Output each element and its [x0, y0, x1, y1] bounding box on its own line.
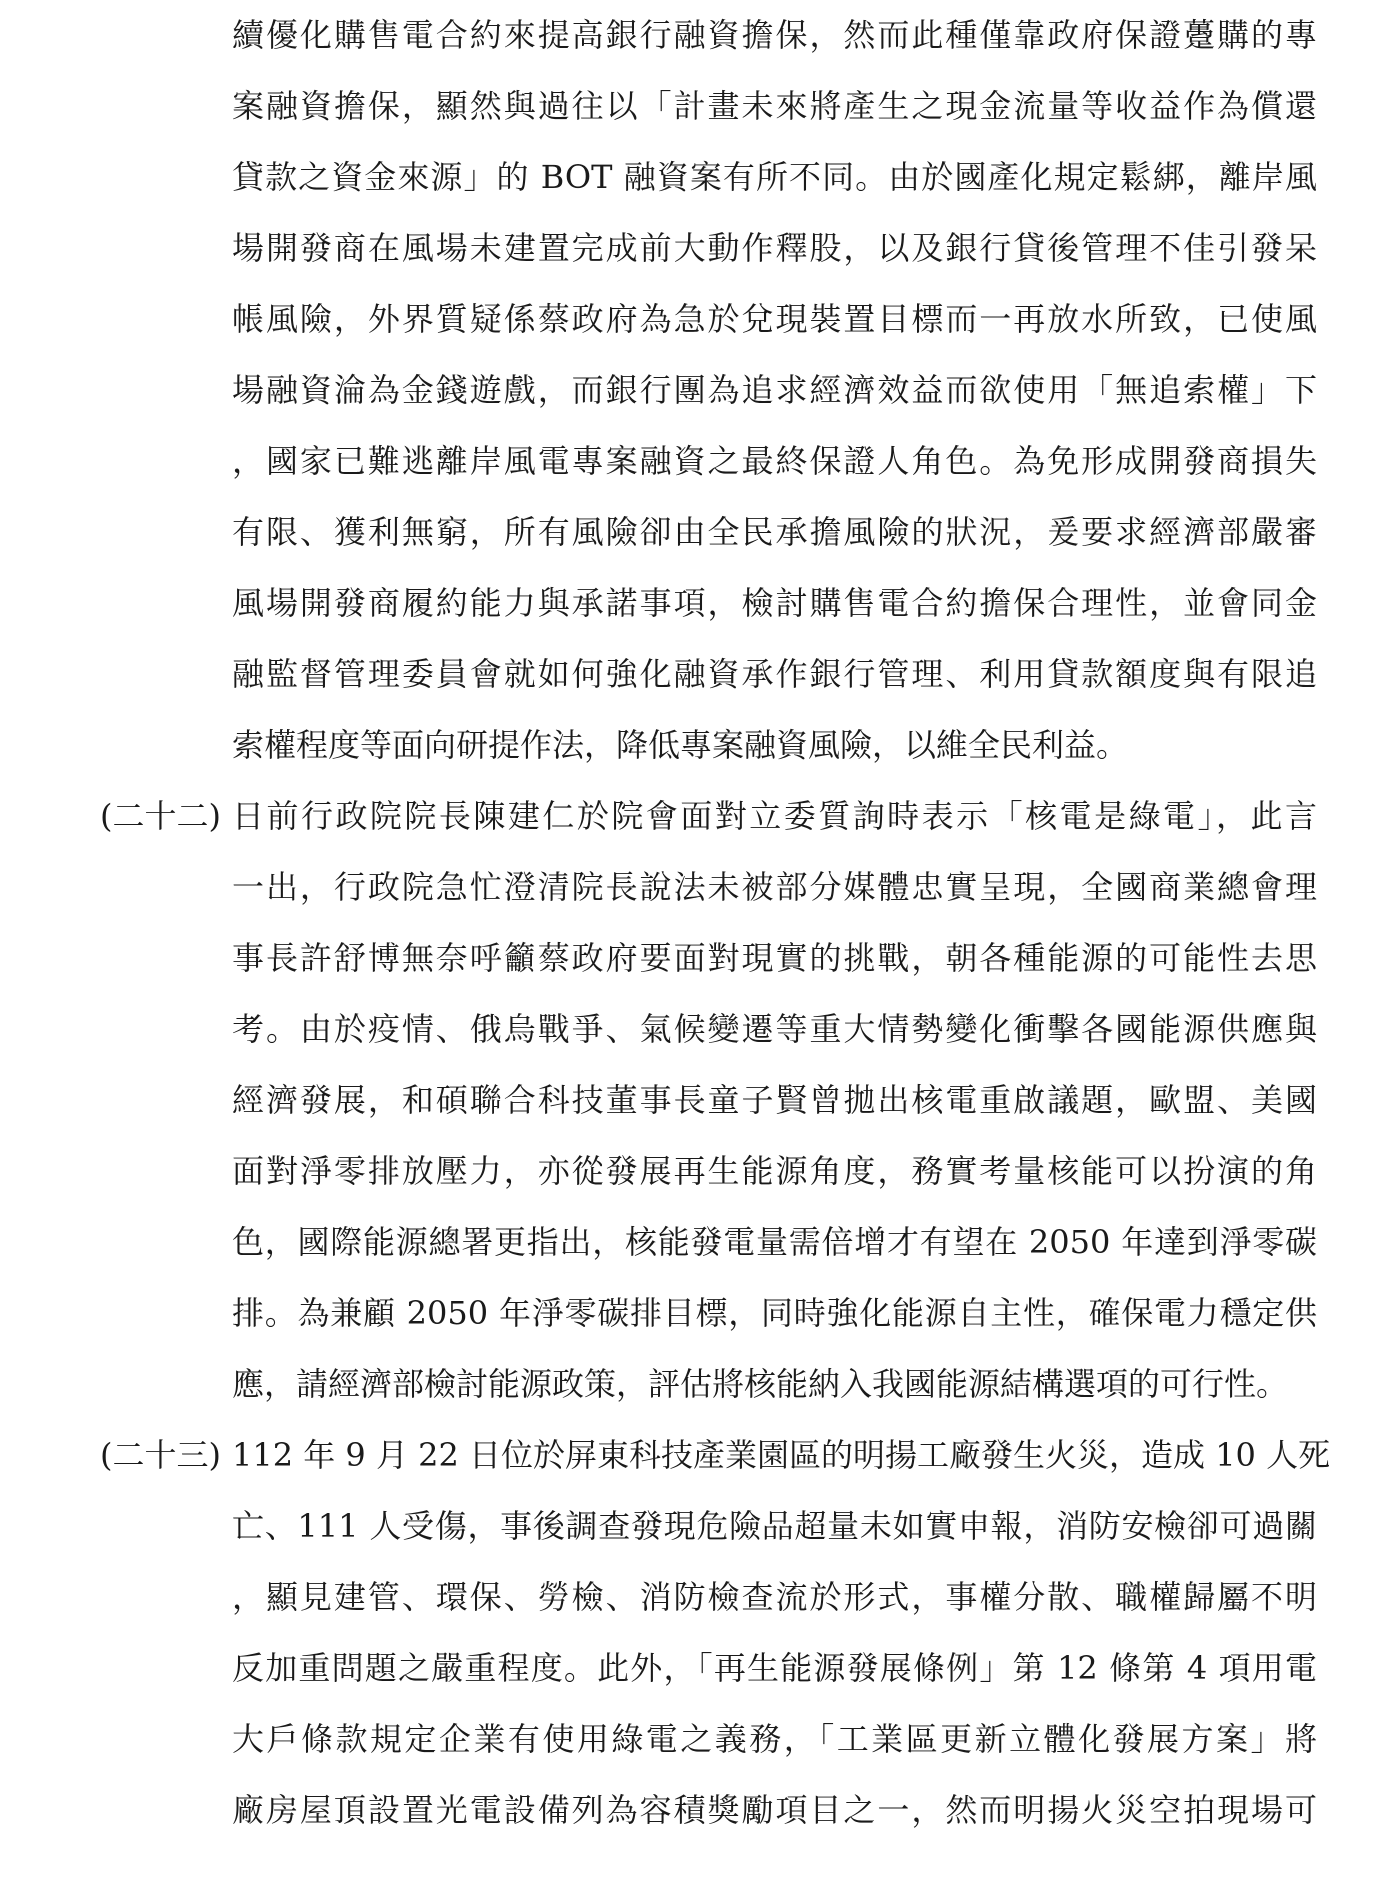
text-line: ，顯見建管、環保、勞檢、消防檢查流於形式，事權分散、職權歸屬不明	[232, 1578, 1317, 1616]
text-line: 索權程度等面向研提作法，降低專案融資風險，以維全民利益。	[232, 726, 1129, 764]
text-line: 帳風險，外界質疑係蔡政府為急於兌現裝置目標而一再放水所致，已使風	[232, 300, 1317, 338]
continued-paragraph	[232, 0, 1317, 781]
paragraph-item-23	[232, 1420, 1331, 1846]
text-line: 事長許舒博無奈呼籲蔡政府要面對現實的挑戰，朝各種能源的可能性去思	[232, 939, 1317, 977]
text-line: 112 年 9 月 22 日位於屏東科技產業園區的明揚工廠發生火災，造成 10 人死	[232, 1436, 1331, 1474]
text-line: 案融資擔保，顯然與過往以「計畫未來將產生之現金流量等收益作為償還	[232, 87, 1317, 125]
item-number-label: (二十三)	[100, 1436, 221, 1474]
text-line: 亡、111 人受傷，事後調查發現危險品超量未如實申報，消防安檢卻可過關	[232, 1507, 1317, 1545]
text-line: 應，請經濟部檢討能源政策，評估將核能納入我國能源結構選項的可行性。	[232, 1365, 1289, 1403]
text-line: 面對淨零排放壓力，亦從發展再生能源角度，務實考量核能可以扮演的角	[232, 1152, 1317, 1190]
text-line: 場融資淪為金錢遊戲，而銀行團為追求經濟效益而欲使用「無追索權」下	[232, 371, 1317, 409]
text-line: 融監督管理委員會就如何強化融資承作銀行管理、利用貸款額度與有限追	[232, 655, 1317, 693]
item-number-label: (二十二)	[100, 797, 221, 835]
text-line: 經濟發展，和碩聯合科技董事長童子賢曾拋出核電重啟議題，歐盟、美國	[232, 1081, 1317, 1119]
text-line: 考。由於疫情、俄烏戰爭、氣候變遷等重大情勢變化衝擊各國能源供應與	[232, 1010, 1317, 1048]
paragraph-item-22	[232, 781, 1317, 1420]
text-line: 一出，行政院急忙澄清院長說法未被部分媒體忠實呈現，全國商業總會理	[232, 868, 1317, 906]
text-line: 有限、獲利無窮，所有風險卻由全民承擔風險的狀況，爰要求經濟部嚴審	[232, 513, 1317, 551]
text-line: 續優化購售電合約來提高銀行融資擔保，然而此種僅靠政府保證躉購的專	[232, 16, 1317, 54]
text-line: 反加重問題之嚴重程度。此外，「再生能源發展條例」第 12 條第 4 項用電	[232, 1649, 1317, 1687]
text-line: ，國家已難逃離岸風電專案融資之最終保證人角色。為免形成開發商損失	[232, 442, 1317, 480]
text-line: 廠房屋頂設置光電設備列為容積獎勵項目之一，然而明揚火災空拍現場可	[232, 1791, 1317, 1829]
text-line: 場開發商在風場未建置完成前大動作釋股，以及銀行貸後管理不佳引發呆	[232, 229, 1317, 267]
text-line: 風場開發商履約能力與承諾事項，檢討購售電合約擔保合理性，並會同金	[232, 584, 1317, 622]
text-line: 大戶條款規定企業有使用綠電之義務，「工業區更新立體化發展方案」將	[232, 1720, 1317, 1758]
text-line: 貸款之資金來源」的 BOT 融資案有所不同。由於國產化規定鬆綁，離岸風	[232, 158, 1317, 196]
text-line: 色，國際能源總署更指出，核能發電量需倍增才有望在 2050 年達到淨零碳	[232, 1223, 1317, 1261]
text-line: 排。為兼顧 2050 年淨零碳排目標，同時強化能源自主性，確保電力穩定供	[232, 1294, 1317, 1332]
text-line: 日前行政院院長陳建仁於院會面對立委質詢時表示「核電是綠電」，此言	[232, 797, 1317, 835]
